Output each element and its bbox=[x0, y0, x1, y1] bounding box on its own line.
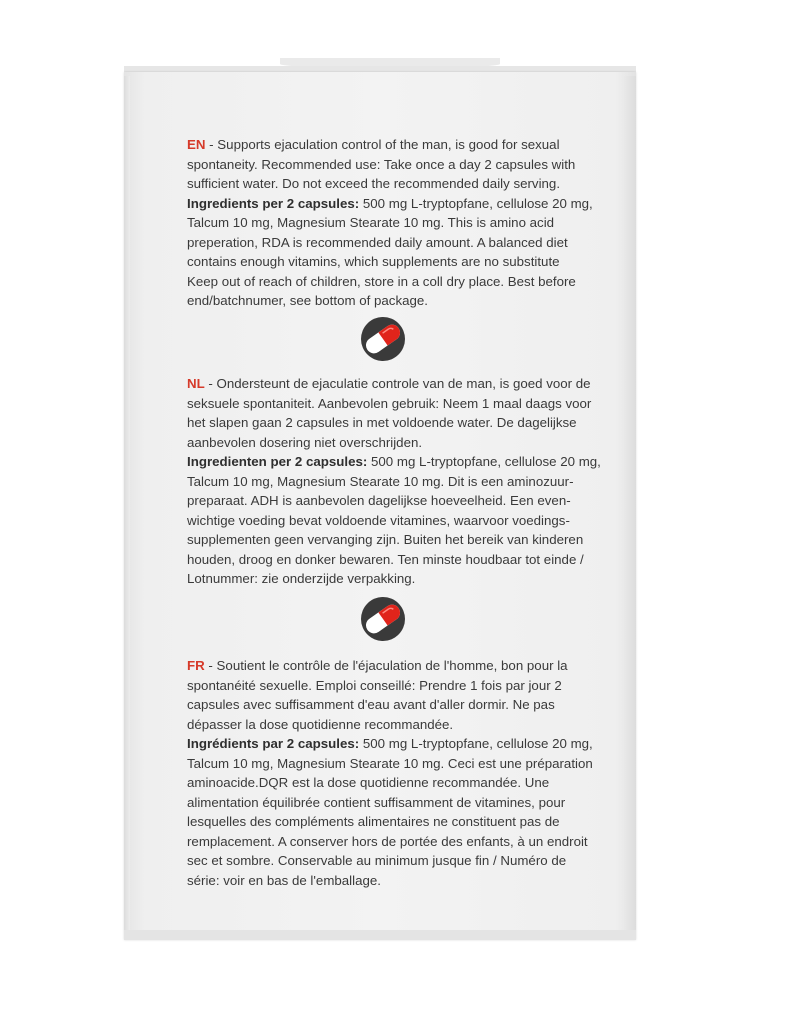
nl-first-line bbox=[187, 374, 607, 394]
nl-tail-3: supplementen geen vervanging zijn. Buiten het bereik van kinderen bbox=[187, 532, 584, 547]
nl-line-3: aanbevolen dosering niet overschrijden. bbox=[187, 434, 423, 450]
nl-language-code: NL bbox=[187, 376, 205, 391]
fr-ingredients-label: Ingrédients par 2 capsules: bbox=[187, 736, 360, 751]
nl-line-2: het slapen gaan 2 capsules in met voldoende water. De dagelijkse bbox=[187, 415, 577, 430]
en-tail-3: Keep out of reach of children, store in a coll dry place. Best before bbox=[187, 273, 576, 289]
en-first-line bbox=[187, 135, 607, 155]
nl-line-0: - Ondersteunt de ejaculatie controle van de man, is goed voor de bbox=[204, 376, 591, 391]
en-line-0: - Supports ejaculation control of the man, is good for sexual bbox=[205, 137, 560, 152]
en-ingredients-line bbox=[187, 194, 607, 214]
en-tail-1: preperation, RDA is recommended daily amount. A balanced diet bbox=[187, 234, 568, 250]
en-ingredients-label: Ingredients per 2 capsules: bbox=[187, 195, 360, 211]
en-tail-2: contains enough vitamins, which supplements are no substitute bbox=[187, 254, 560, 269]
fr-tail-2: alimentation équilibrée contient suffisamment de vitamines, pour bbox=[187, 794, 566, 810]
nl-tail-4: houden, droog en donker bewaren. Ten minste houdbaar tot einde / bbox=[187, 551, 584, 567]
fr-tail-3: lesquelles des compléments alimentaires ne constituent pas de bbox=[187, 814, 560, 829]
fr-tail-1: aminoacide.DQR est la dose quotidienne recommandée. Une bbox=[187, 775, 550, 790]
nl-tail-5: Lotnummer: zie onderzijde verpakking. bbox=[187, 571, 416, 586]
nl-tail-1: preparaat. ADH is aanbevolen dagelijkse hoeveelheid. Een even- bbox=[187, 493, 571, 508]
fr-tail-0: Talcum 10 mg, Magnesium Stearate 10 mg. Ceci est une préparation bbox=[187, 755, 593, 771]
nl-ingredients-rest: 500 mg L-tryptopfane, cellulose 20 mg, bbox=[367, 454, 601, 469]
nl-ingredients-label: Ingredienten per 2 capsules: bbox=[187, 454, 368, 469]
fr-tail-5: sec et sombre. Conservable au minimum jusque fin / Numéro de bbox=[187, 853, 567, 868]
fr-ingredients-line bbox=[187, 734, 607, 754]
french-text-block bbox=[187, 656, 607, 890]
en-tail-0: Talcum 10 mg, Magnesium Stearate 10 mg. This is amino acid bbox=[187, 215, 555, 230]
fr-line-3: dépasser la dose quotidienne recommandée. bbox=[187, 716, 454, 732]
box-right-edge bbox=[624, 76, 636, 938]
box-left-edge bbox=[124, 76, 130, 938]
fr-line-2: capsules avec suffisamment d'eau avant d'aller dormir. Ne pas bbox=[187, 697, 555, 712]
nl-line-1: seksuele spontaniteit. Aanbevolen gebruik: Neem 1 maal daags voor bbox=[187, 395, 592, 411]
en-language-code: EN bbox=[187, 137, 206, 152]
fr-first-line bbox=[187, 656, 607, 676]
en-line-1: spontaneity. Recommended use: Take once a day 2 capsules with bbox=[187, 156, 576, 172]
en-tail-4: end/batchnumer, see bottom of package. bbox=[187, 293, 428, 308]
en-ingredients-rest: 500 mg L-tryptopfane, cellulose 20 mg, bbox=[359, 195, 593, 211]
fr-line-1: spontanéité sexuelle. Emploi conseillé: Prendre 1 fois par jour 2 bbox=[187, 677, 562, 693]
fr-ingredients-rest: 500 mg L-tryptopfane, cellulose 20 mg, bbox=[359, 736, 593, 751]
dutch-text-block bbox=[187, 374, 607, 589]
fr-line-0: - Soutient le contrôle de l'éjaculation de l'homme, bon pour la bbox=[204, 658, 568, 673]
fr-tail-4: remplacement. A conserver hors de portée des enfants, à un endroit bbox=[187, 833, 588, 849]
fr-tail-6: série: voir en bas de l'emballage. bbox=[187, 872, 381, 888]
capsule-icon bbox=[360, 596, 406, 642]
nl-tail-0: Talcum 10 mg, Magnesium Stearate 10 mg. Dit is een aminozuur- bbox=[187, 473, 574, 489]
nl-ingredients-line bbox=[187, 452, 607, 472]
fr-language-code: FR bbox=[187, 658, 205, 673]
en-line-2: sufficient water. Do not exceed the recommended daily serving. bbox=[187, 176, 561, 191]
box-bottom-lip bbox=[124, 930, 636, 940]
capsule-icon bbox=[360, 316, 406, 362]
nl-tail-2: wichtige voeding bevat voldoende vitamines, waarvoor voedings- bbox=[187, 512, 570, 528]
english-text-block bbox=[187, 135, 607, 311]
